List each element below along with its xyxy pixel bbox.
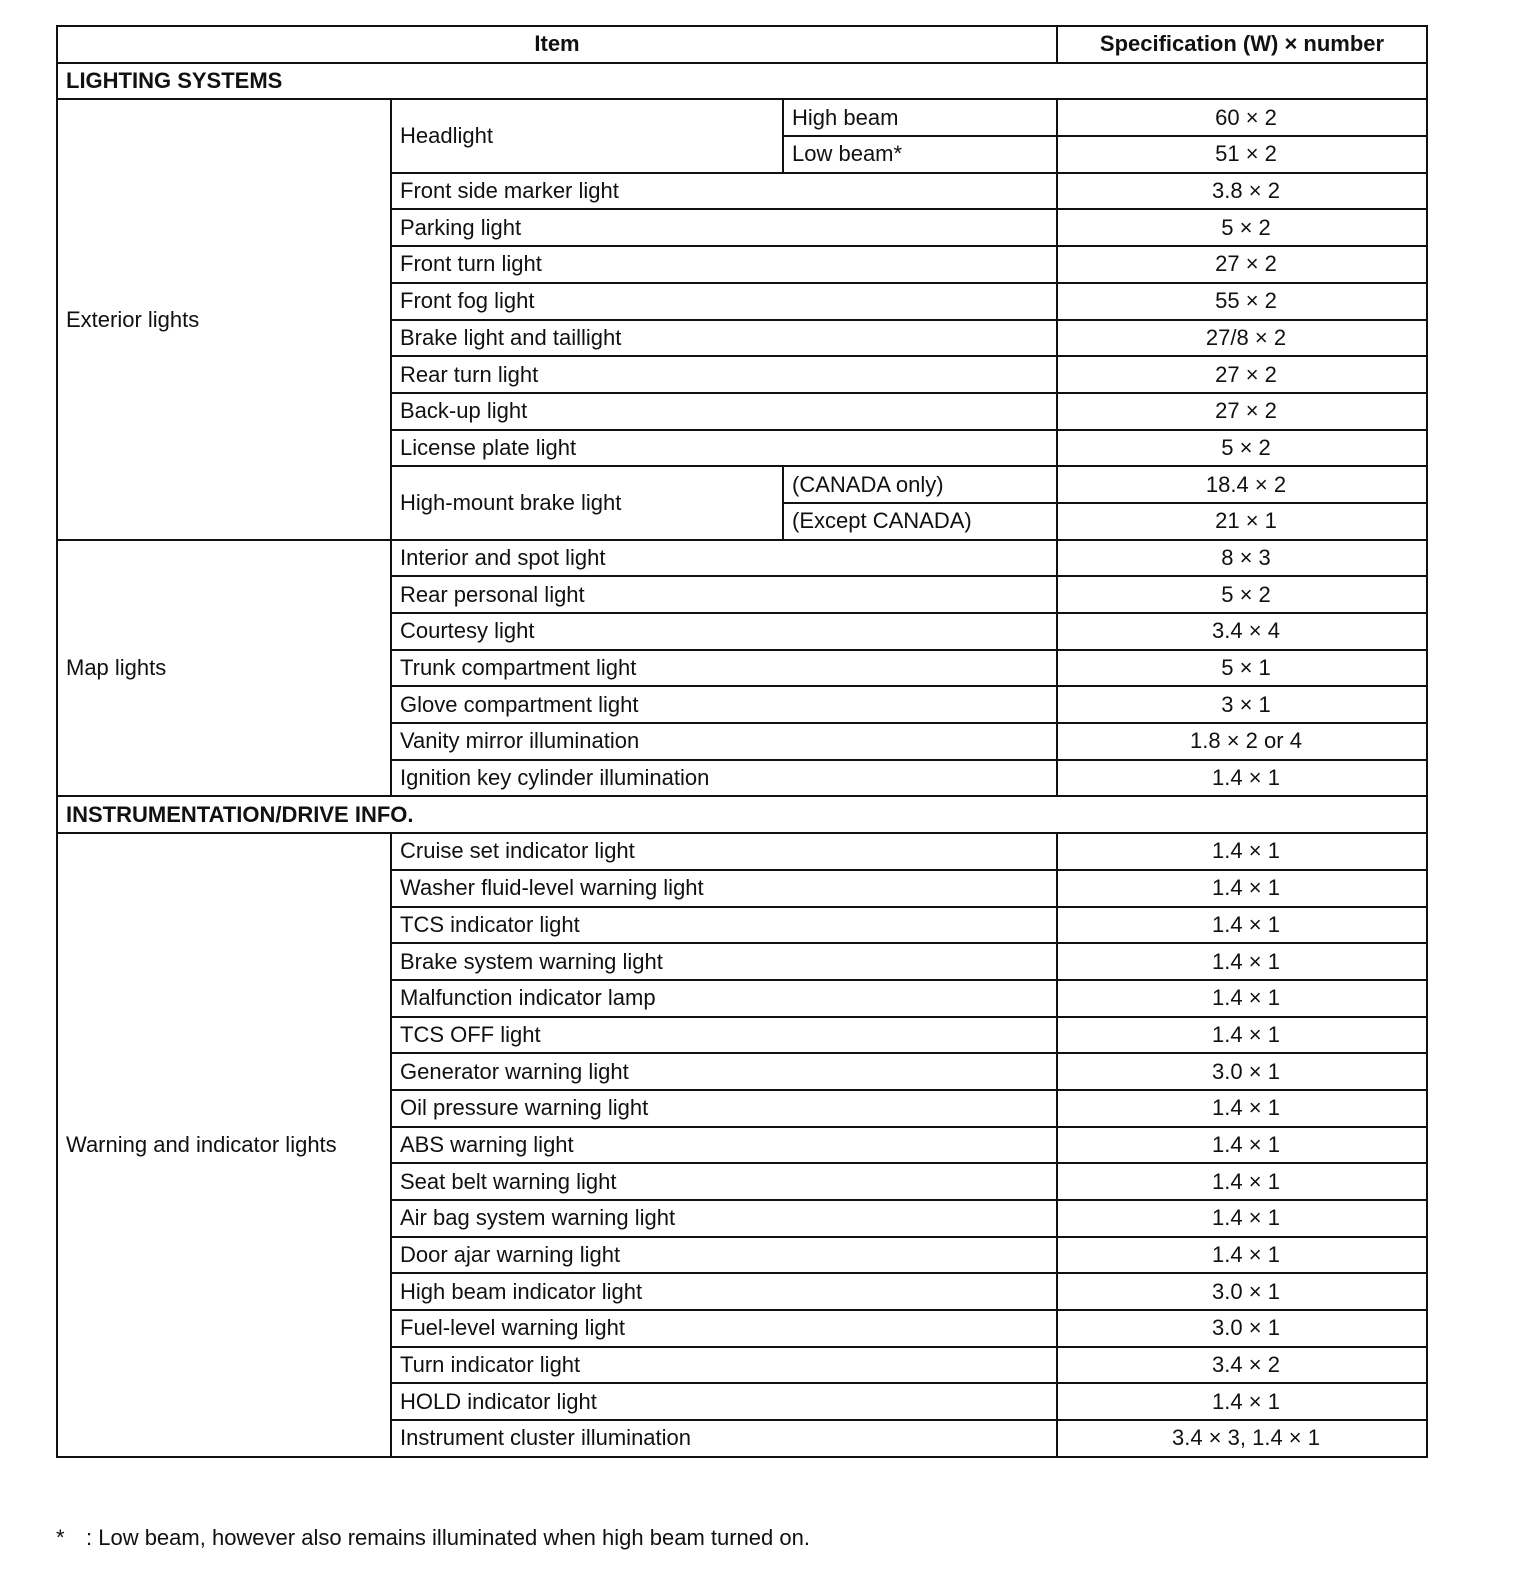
item-label: Back-up light [391, 393, 1057, 430]
spec-value: 1.4 × 1 [1057, 760, 1427, 797]
item-label: Ignition key cylinder illumination [391, 760, 1057, 797]
item-label: Glove compartment light [391, 686, 1057, 723]
spec-value: 1.4 × 1 [1057, 943, 1427, 980]
item-label: Rear turn light [391, 356, 1057, 393]
sub-item-except-canada: (Except CANADA) [783, 503, 1057, 540]
item-label: HOLD indicator light [391, 1383, 1057, 1420]
spec-value: 1.4 × 1 [1057, 907, 1427, 944]
spec-value: 1.4 × 1 [1057, 980, 1427, 1017]
spec-value: 1.4 × 1 [1057, 1017, 1427, 1054]
item-label: ABS warning light [391, 1127, 1057, 1164]
section-row [57, 63, 1427, 100]
spec-value: 1.4 × 1 [1057, 1127, 1427, 1164]
spec-table-body [57, 26, 1427, 1457]
spec-value: 27 × 2 [1057, 393, 1427, 430]
item-label: Door ajar warning light [391, 1237, 1057, 1274]
spec-value: 1.4 × 1 [1057, 1163, 1427, 1200]
spec-value: 18.4 × 2 [1057, 466, 1427, 503]
item-label: Air bag system warning light [391, 1200, 1057, 1237]
header-row [57, 26, 1427, 63]
spec-value: 8 × 3 [1057, 540, 1427, 577]
item-high-mount-brake-light: High-mount brake light [391, 466, 783, 539]
spec-value: 3.4 × 3, 1.4 × 1 [1057, 1420, 1427, 1457]
item-label: License plate light [391, 430, 1057, 467]
sub-item-high-beam: High beam [783, 99, 1057, 136]
item-label: Front fog light [391, 283, 1057, 320]
item-label: Cruise set indicator light [391, 833, 1057, 870]
spec-value: 1.4 × 1 [1057, 1383, 1427, 1420]
spec-value: 3.8 × 2 [1057, 173, 1427, 210]
item-label: Seat belt warning light [391, 1163, 1057, 1200]
spec-value: 27 × 2 [1057, 356, 1427, 393]
spec-value: 5 × 2 [1057, 430, 1427, 467]
table-row [57, 99, 1427, 136]
item-label: Vanity mirror illumination [391, 723, 1057, 760]
header-item: Item [57, 26, 1057, 63]
table-row [57, 540, 1427, 577]
footnote [56, 1525, 810, 1551]
sub-item-canada-only: (CANADA only) [783, 466, 1057, 503]
section-lighting-systems: LIGHTING SYSTEMS [57, 63, 1427, 100]
item-label: Turn indicator light [391, 1347, 1057, 1384]
footnote-text: : Low beam, however also remains illuminated when high beam turned on. [86, 1525, 810, 1550]
spec-value: 1.4 × 1 [1057, 833, 1427, 870]
spec-value: 27/8 × 2 [1057, 320, 1427, 357]
item-label: Interior and spot light [391, 540, 1057, 577]
item-label: Trunk compartment light [391, 650, 1057, 687]
item-label: Courtesy light [391, 613, 1057, 650]
spec-value: 1.4 × 1 [1057, 1200, 1427, 1237]
spec-value: 3.0 × 1 [1057, 1310, 1427, 1347]
category-map-lights: Map lights [57, 540, 391, 797]
sub-item-low-beam: Low beam* [783, 136, 1057, 173]
spec-value: 3 × 1 [1057, 686, 1427, 723]
item-label: Front side marker light [391, 173, 1057, 210]
item-label: Brake system warning light [391, 943, 1057, 980]
item-label: Instrument cluster illumination [391, 1420, 1057, 1457]
item-label: Malfunction indicator lamp [391, 980, 1057, 1017]
table-row [57, 833, 1427, 870]
category-exterior-lights: Exterior lights [57, 99, 391, 539]
header-spec: Specification (W) × number [1057, 26, 1427, 63]
spec-value: 5 × 2 [1057, 209, 1427, 246]
item-label: Generator warning light [391, 1053, 1057, 1090]
spec-value: 27 × 2 [1057, 246, 1427, 283]
spec-value: 1.4 × 1 [1057, 1237, 1427, 1274]
spec-value: 5 × 1 [1057, 650, 1427, 687]
item-headlight: Headlight [391, 99, 783, 172]
category-warning-indicator-lights: Warning and indicator lights [57, 833, 391, 1457]
item-label: High beam indicator light [391, 1273, 1057, 1310]
spec-value: 1.4 × 1 [1057, 870, 1427, 907]
item-label: TCS indicator light [391, 907, 1057, 944]
spec-value: 3.0 × 1 [1057, 1273, 1427, 1310]
spec-value: 21 × 1 [1057, 503, 1427, 540]
item-label: TCS OFF light [391, 1017, 1057, 1054]
item-label: Parking light [391, 209, 1057, 246]
spec-table [56, 25, 1428, 1458]
item-label: Brake light and taillight [391, 320, 1057, 357]
item-label: Washer fluid-level warning light [391, 870, 1057, 907]
spec-value: 51 × 2 [1057, 136, 1427, 173]
spec-value: 1.4 × 1 [1057, 1090, 1427, 1127]
section-instrumentation-drive-info: INSTRUMENTATION/DRIVE INFO. [57, 796, 1427, 833]
item-label: Oil pressure warning light [391, 1090, 1057, 1127]
spec-value: 60 × 2 [1057, 99, 1427, 136]
section-row [57, 796, 1427, 833]
item-label: Rear personal light [391, 576, 1057, 613]
spec-value: 3.4 × 4 [1057, 613, 1427, 650]
spec-value: 1.8 × 2 or 4 [1057, 723, 1427, 760]
spec-value: 55 × 2 [1057, 283, 1427, 320]
item-label: Fuel-level warning light [391, 1310, 1057, 1347]
spec-value: 3.4 × 2 [1057, 1347, 1427, 1384]
spec-value: 3.0 × 1 [1057, 1053, 1427, 1090]
item-label: Front turn light [391, 246, 1057, 283]
footnote-mark: * [56, 1525, 65, 1550]
spec-value: 5 × 2 [1057, 576, 1427, 613]
